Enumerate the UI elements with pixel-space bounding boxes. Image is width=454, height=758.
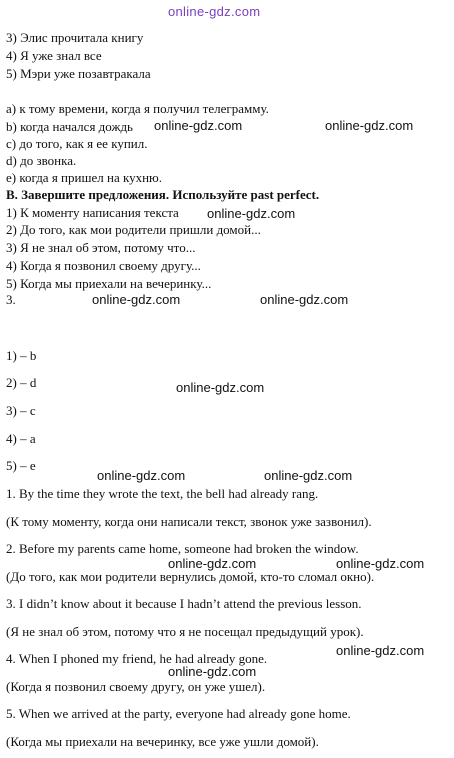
watermark-overlay: online-gdz.com bbox=[97, 468, 186, 483]
answer-russian: (Когда мы приехали на вечеринку, все уже ушли домой). bbox=[6, 734, 319, 749]
task-line: 3. bbox=[6, 292, 16, 307]
answer-match: 5) – е bbox=[6, 458, 36, 473]
watermark-overlay: online-gdz.com bbox=[336, 556, 425, 571]
answer-russian: (Я не знал об этом, потому что я не посещал предыдущий урок). bbox=[6, 624, 364, 639]
task-line: 3) Я не знал об этом, потому что... bbox=[6, 240, 196, 255]
watermark-overlay: online-gdz.com bbox=[176, 380, 265, 395]
task-line: 5) Когда мы приехали на вечеринку... bbox=[6, 276, 212, 291]
section-heading: В. Завершите предложения. Используйте past perfect. bbox=[6, 187, 320, 202]
option-line: а) к тому времени, когда я получил телеграмму. bbox=[6, 101, 269, 116]
option-line: с) до того, как я ее купил. bbox=[6, 136, 148, 151]
answer-english: 3. I didn’t know about it because I hadn’t attend the previous lesson. bbox=[6, 596, 362, 611]
sentence-line: 5) Мэри уже позавтракала bbox=[6, 66, 151, 81]
answer-english: 2. Before my parents came home, someone had broken the window. bbox=[6, 541, 359, 556]
task-line: 1) К моменту написания текста bbox=[6, 205, 179, 220]
answer-match: 2) – d bbox=[6, 375, 37, 390]
answer-english: 4. When I phoned my friend, he had already gone. bbox=[6, 651, 268, 666]
task-line: 2) До того, как мои родители пришли домой... bbox=[6, 222, 261, 237]
answer-match: 4) – а bbox=[6, 431, 36, 446]
answer-match: 3) – с bbox=[6, 403, 36, 418]
sentence-line: 4) Я уже знал все bbox=[6, 48, 102, 63]
watermark-overlay: online-gdz.com bbox=[154, 118, 243, 133]
answer-english: 1. By the time they wrote the text, the bell had already rang. bbox=[6, 486, 319, 501]
answer-russian: (Когда я позвонил своему другу, он уже ушел). bbox=[6, 679, 266, 694]
answer-match: 1) – b bbox=[6, 348, 37, 363]
task-line: 4) Когда я позвонил своему другу... bbox=[6, 258, 201, 273]
watermark-header: online-gdz.com bbox=[168, 4, 261, 19]
watermark-overlay: online-gdz.com bbox=[168, 556, 257, 571]
watermark-overlay: online-gdz.com bbox=[336, 643, 425, 658]
option-line: е) когда я пришел на кухню. bbox=[6, 170, 163, 185]
answer-russian: (До того, как мои родители вернулись домой, кто-то сломал окно). bbox=[6, 569, 375, 584]
watermark-overlay: online-gdz.com bbox=[260, 292, 349, 307]
sentence-line: 3) Элис прочитала книгу bbox=[6, 30, 144, 45]
option-line: b) когда начался дождь bbox=[6, 119, 133, 134]
watermark-overlay: online-gdz.com bbox=[168, 664, 257, 679]
watermark-overlay: online-gdz.com bbox=[264, 468, 353, 483]
option-line: d) до звонка. bbox=[6, 153, 77, 168]
watermark-overlay: online-gdz.com bbox=[325, 118, 414, 133]
answer-english: 5. When we arrived at the party, everyone had already gone home. bbox=[6, 706, 351, 721]
answer-russian: (К тому моменту, когда они написали текст, звонок уже зазвонил). bbox=[6, 514, 372, 529]
watermark-overlay: online-gdz.com bbox=[207, 206, 296, 221]
watermark-overlay: online-gdz.com bbox=[92, 292, 181, 307]
